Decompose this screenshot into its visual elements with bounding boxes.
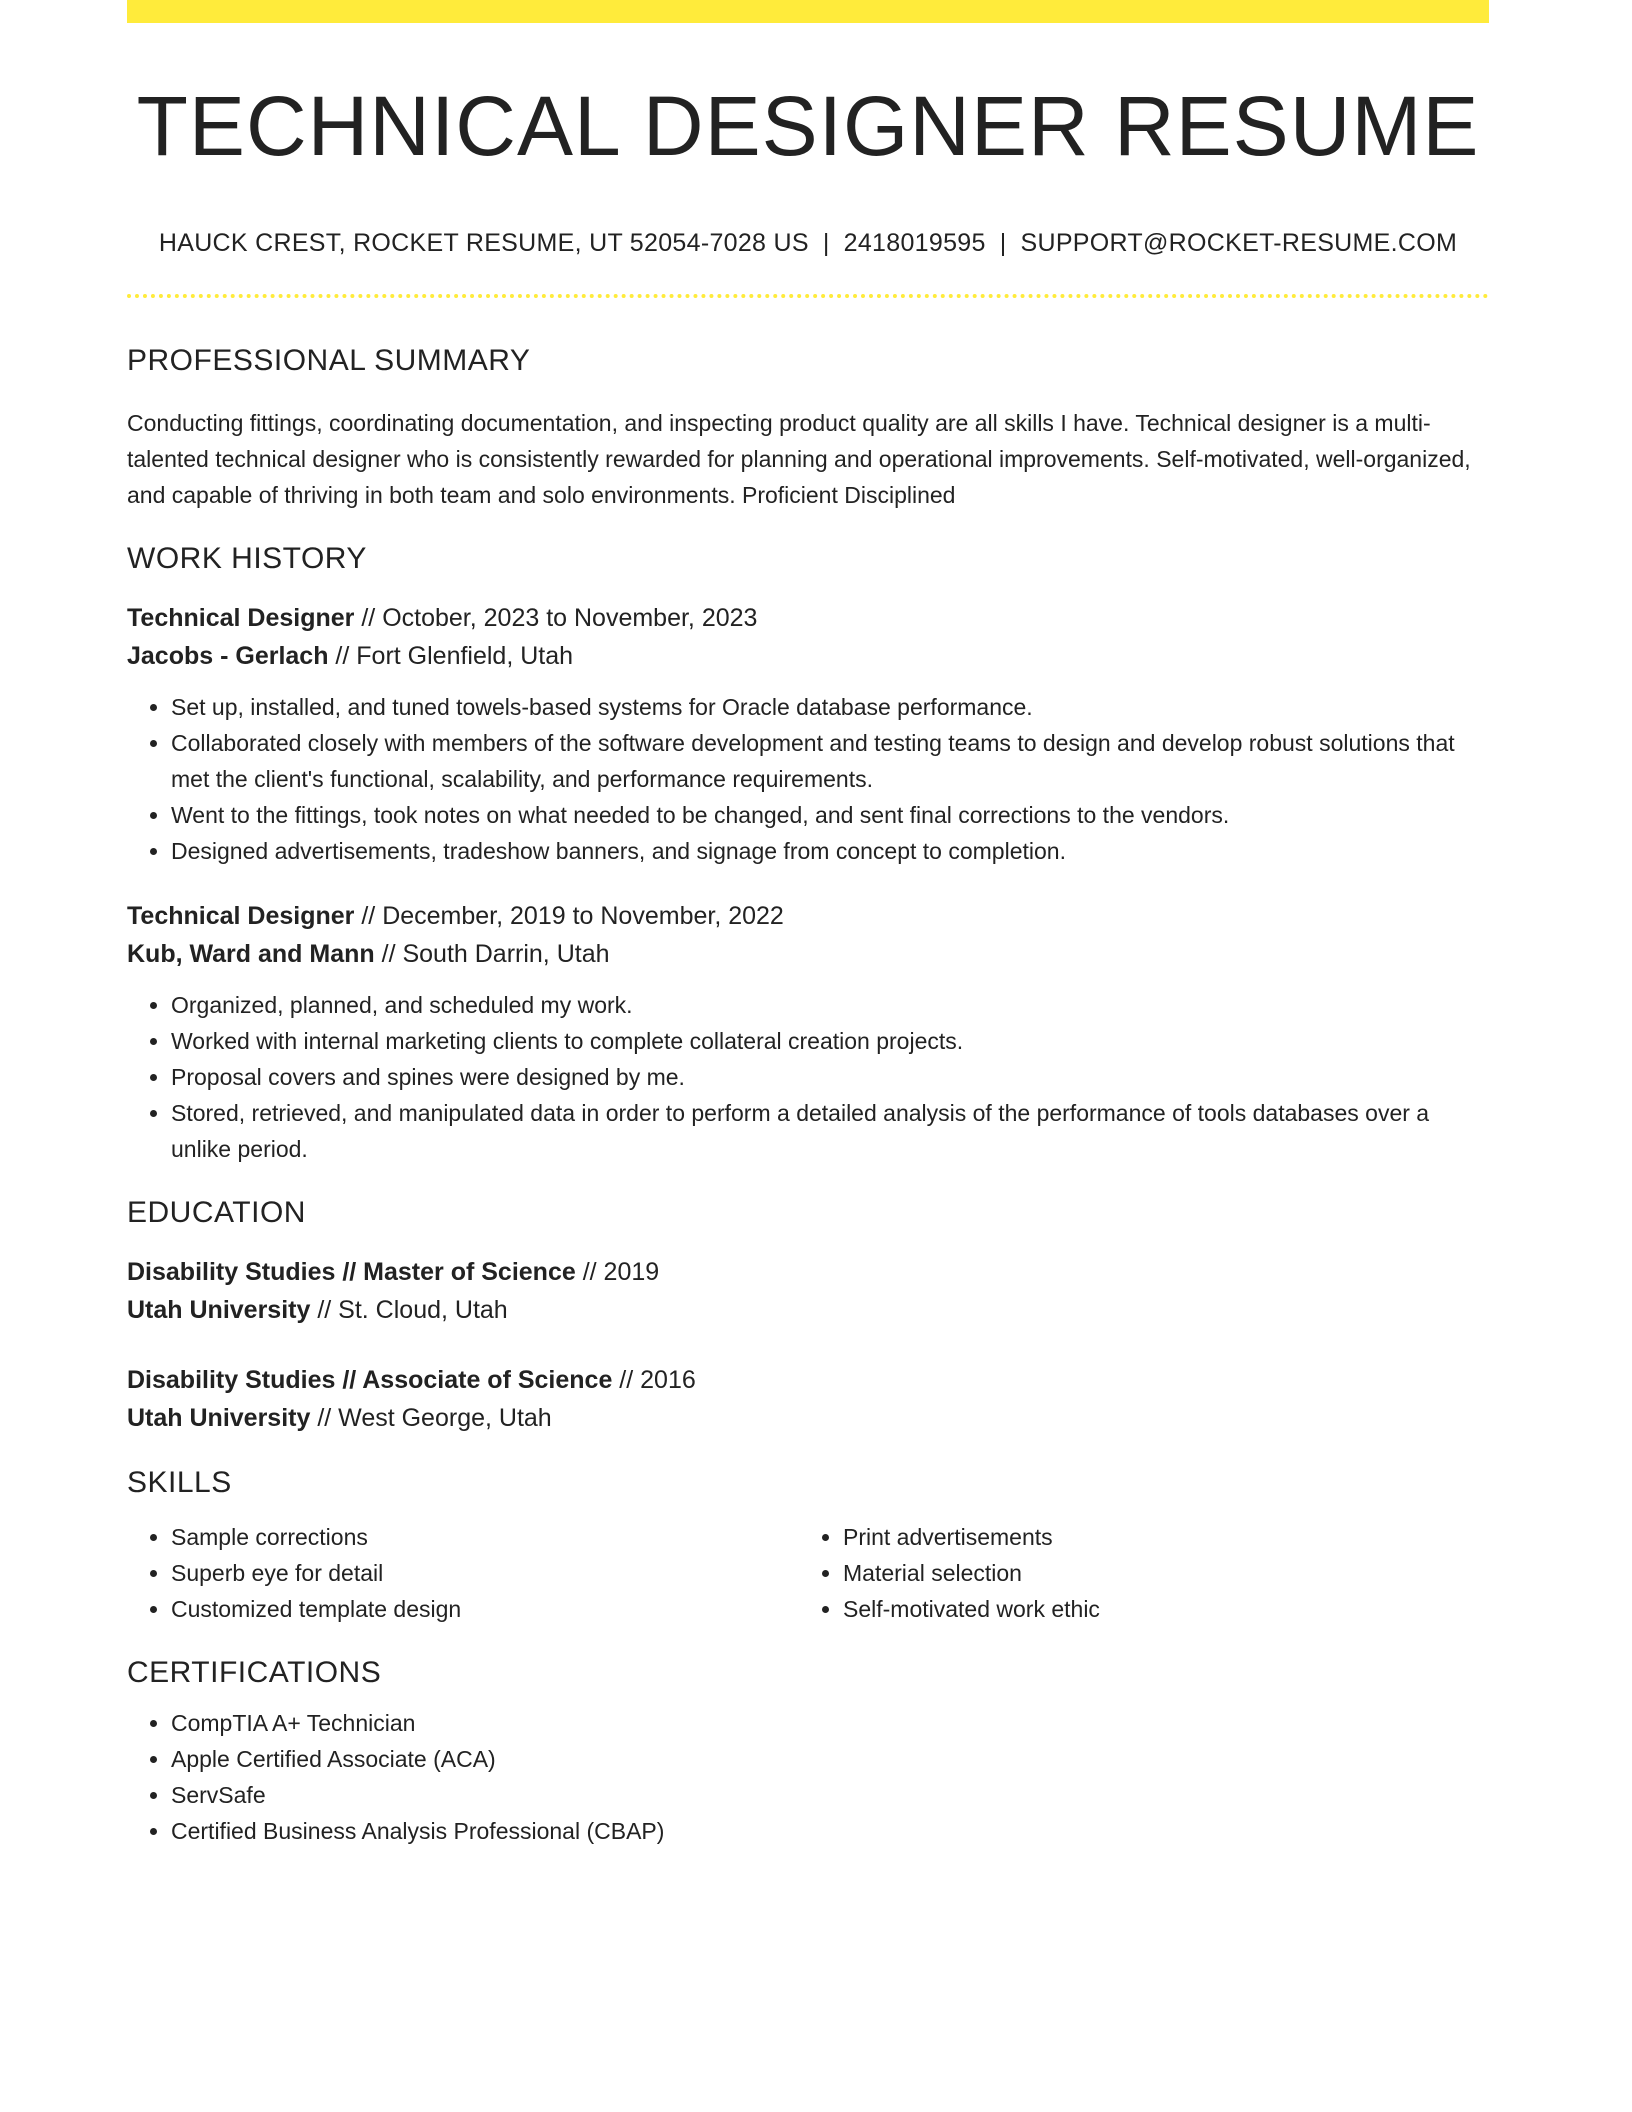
skills-heading: SKILLS <box>127 1466 232 1500</box>
list-item: • Collaborated closely with members of the software development and testing teams to design and develop robust solutions that met the client's functional, scalability, and performance requirements. <box>171 725 1489 797</box>
contact-line <box>127 228 1489 258</box>
certifications-list <box>127 1705 1489 1849</box>
education-degree-line <box>127 1361 1489 1399</box>
job-entry <box>127 897 1489 1167</box>
list-item: • Certified Business Analysis Professional (CBAP) <box>171 1813 1489 1849</box>
job-company-line <box>127 637 1489 675</box>
skills-list-right <box>799 1519 1473 1627</box>
education-heading: EDUCATION <box>127 1196 306 1230</box>
education-location: // St. Cloud, Utah <box>310 1296 508 1325</box>
dotted-divider <box>127 294 1489 298</box>
job-company-line <box>127 935 1489 973</box>
education-degree: Disability Studies // Associate of Science <box>127 1366 613 1395</box>
list-item: • Apple Certified Associate (ACA) <box>171 1741 1489 1777</box>
education-school-line <box>127 1291 1489 1329</box>
skills-grid <box>127 1519 1489 1627</box>
job-location: // Fort Glenfield, Utah <box>328 642 574 671</box>
list-item: • Print advertisements <box>843 1519 1473 1555</box>
certifications-heading: CERTIFICATIONS <box>127 1656 382 1690</box>
list-item: • ServSafe <box>171 1777 1489 1813</box>
job-role: Technical Designer <box>127 902 355 931</box>
education-year: // 2016 <box>612 1366 696 1395</box>
education-school: Utah University <box>127 1296 311 1325</box>
summary-heading: PROFESSIONAL SUMMARY <box>127 344 531 378</box>
job-company: Kub, Ward and Mann <box>127 940 375 969</box>
job-company: Jacobs - Gerlach <box>127 642 329 671</box>
list-item: • Customized template design <box>171 1591 799 1627</box>
resume-title: TECHNICAL DESIGNER RESUME <box>136 79 1480 173</box>
contact-phone: 2418019595 <box>843 229 986 258</box>
work-history-heading: WORK HISTORY <box>127 542 367 576</box>
list-item: • CompTIA A+ Technician <box>171 1705 1489 1741</box>
education-entry <box>127 1361 1489 1437</box>
education-school: Utah University <box>127 1404 311 1433</box>
list-item: • Went to the fittings, took notes on what needed to be changed, and sent final corrections to the vendors. <box>171 797 1489 833</box>
education-entry <box>127 1253 1489 1329</box>
list-item: • Designed advertisements, tradeshow banners, and signage from concept to completion. <box>171 833 1489 869</box>
education-degree-line <box>127 1253 1489 1291</box>
job-title-line <box>127 897 1489 935</box>
list-item: • Proposal covers and spines were designed by me. <box>171 1059 1489 1095</box>
summary-text: Conducting fittings, coordinating documentation, and inspecting product quality are all skills I have. Technical designer is a multi-talented technical designer who is consistently rewarded for planning and operational improvements. Self-motivated, well-organized, and capable of thriving in both team and solo environments. Proficient Disciplined <box>127 410 1471 509</box>
job-dates: // October, 2023 to November, 2023 <box>354 604 758 633</box>
list-item: • Superb eye for detail <box>171 1555 799 1591</box>
skills-list-left <box>127 1519 799 1627</box>
contact-address: HAUCK CREST, ROCKET RESUME, UT 52054-7028 US <box>158 229 809 258</box>
contact-email: SUPPORT@ROCKET-RESUME.COM <box>1020 229 1458 258</box>
job-location: // South Darrin, Utah <box>374 940 610 969</box>
education-location: // West George, Utah <box>310 1404 552 1433</box>
contact-separator: | <box>822 229 830 258</box>
education-year: // 2019 <box>575 1258 660 1287</box>
job-bullets <box>127 987 1489 1167</box>
education-school-line <box>127 1399 1489 1437</box>
job-title-line <box>127 599 1489 637</box>
list-item: • Sample corrections <box>171 1519 799 1555</box>
education-degree: Disability Studies // Master of Science <box>127 1258 576 1287</box>
list-item: • Worked with internal marketing clients to complete collateral creation projects. <box>171 1023 1489 1059</box>
resume-page <box>127 0 1489 1849</box>
job-dates: // December, 2019 to November, 2022 <box>354 902 784 931</box>
job-role: Technical Designer <box>127 604 355 633</box>
top-accent-bar <box>127 0 1489 23</box>
list-item: • Self-motivated work ethic <box>843 1591 1473 1627</box>
contact-separator: | <box>999 229 1007 258</box>
list-item: • Organized, planned, and scheduled my work. <box>171 987 1489 1023</box>
job-entry <box>127 599 1489 869</box>
list-item: • Material selection <box>843 1555 1473 1591</box>
job-bullets <box>127 689 1489 869</box>
list-item: • Set up, installed, and tuned towels-based systems for Oracle database performance. <box>171 689 1489 725</box>
list-item: • Stored, retrieved, and manipulated data in order to perform a detailed analysis of the performance of tools databases over a unlike period. <box>171 1095 1489 1167</box>
